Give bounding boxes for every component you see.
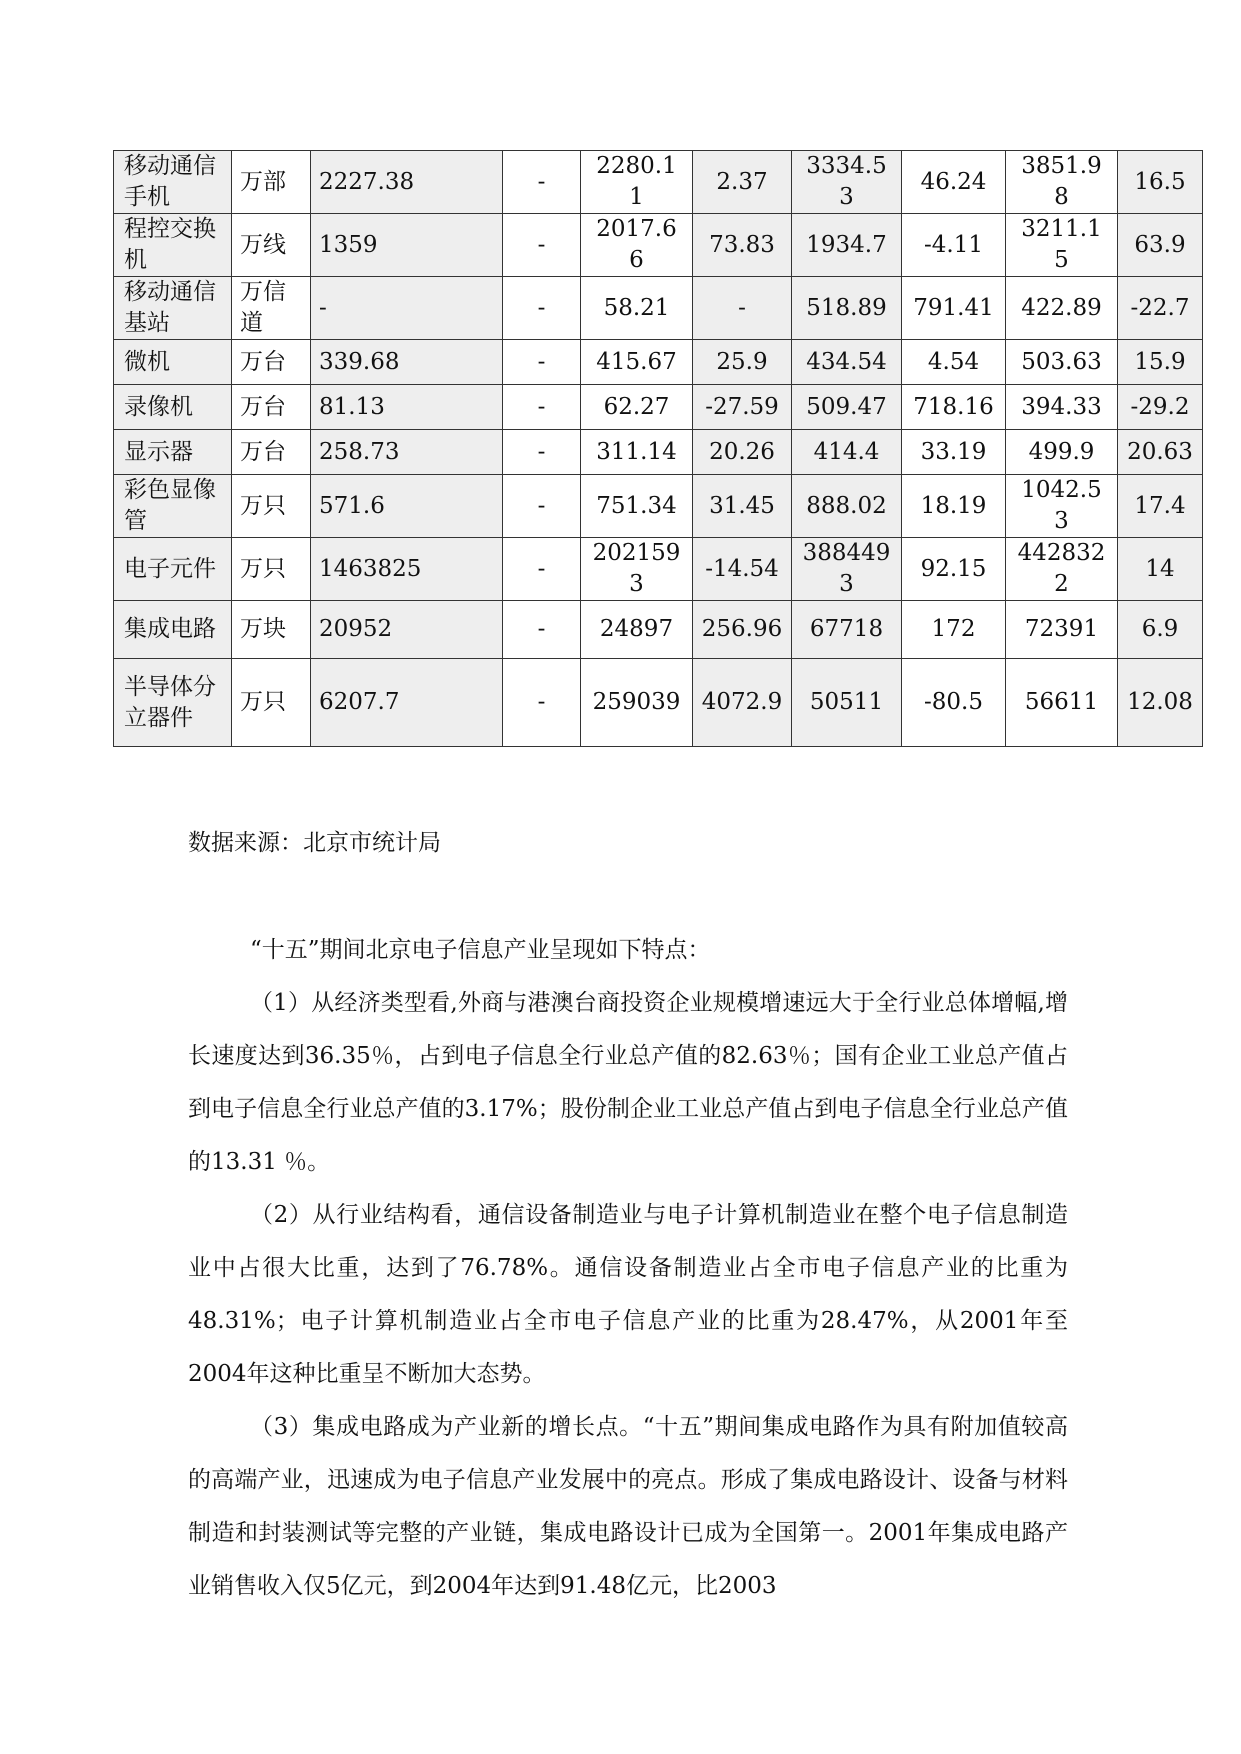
value-cell: -29.2 <box>1118 385 1203 430</box>
value-cell: 33.19 <box>902 430 1006 475</box>
value-cell: 2021593 <box>581 538 693 601</box>
value-cell: 503.63 <box>1006 340 1118 385</box>
value-cell: 20.63 <box>1118 430 1203 475</box>
value-cell: 67718 <box>792 601 902 659</box>
value-cell: 258.73 <box>311 430 503 475</box>
unit-cell: 万台 <box>232 430 311 475</box>
unit-cell: 万部 <box>232 151 311 214</box>
product-name-cell: 程控交换机 <box>114 214 232 277</box>
value-cell: 339.68 <box>311 340 503 385</box>
unit-cell: 万只 <box>232 659 311 747</box>
value-cell: - <box>503 659 581 747</box>
product-name-cell: 集成电路 <box>114 601 232 659</box>
value-cell: 18.19 <box>902 475 1006 538</box>
table-row <box>114 385 1203 430</box>
product-name-cell: 显示器 <box>114 430 232 475</box>
value-cell: 2227.38 <box>311 151 503 214</box>
value-cell: 718.16 <box>902 385 1006 430</box>
table-row <box>114 151 1203 214</box>
value-cell: 3334.53 <box>792 151 902 214</box>
value-cell: 62.27 <box>581 385 693 430</box>
value-cell: 434.54 <box>792 340 902 385</box>
value-cell: - <box>311 277 503 340</box>
value-cell: - <box>503 538 581 601</box>
value-cell: 3851.98 <box>1006 151 1118 214</box>
value-cell: 73.83 <box>693 214 792 277</box>
value-cell: 63.9 <box>1118 214 1203 277</box>
value-cell: 92.15 <box>902 538 1006 601</box>
value-cell: - <box>693 277 792 340</box>
value-cell: 15.9 <box>1118 340 1203 385</box>
value-cell: -27.59 <box>693 385 792 430</box>
value-cell: - <box>503 475 581 538</box>
value-cell: 888.02 <box>792 475 902 538</box>
value-cell: - <box>503 277 581 340</box>
paragraph-2: （2）从行业结构看，通信设备制造业与电子计算机制造业在整个电子信息制造业中占很大比重，达到了76.78%。通信设备制造业占全市电子信息产业的比重为48.31%；电子计算机制造业占全市电子信息产业的比重为28.47%，从2001年至2004年这种比重呈不断加大态势。 <box>188 1202 1068 1387</box>
value-cell: 4072.9 <box>693 659 792 747</box>
unit-cell: 万只 <box>232 475 311 538</box>
table-row <box>114 475 1203 538</box>
value-cell: 6.9 <box>1118 601 1203 659</box>
value-cell: 25.9 <box>693 340 792 385</box>
value-cell: 6207.7 <box>311 659 503 747</box>
value-cell: 3211.15 <box>1006 214 1118 277</box>
table-body <box>114 151 1203 747</box>
paragraph-1: （1）从经济类型看,外商与港澳台商投资企业规模增速远大于全行业总体增幅,增长速度达到36.35％，占到电子信息全行业总产值的82.63％；国有企业工业总产值占到电子信息全行业总产值的3.17%；股份制企业工业总产值占到电子信息全行业总产值的13.31 ％。 <box>188 990 1068 1175</box>
value-cell: 56611 <box>1006 659 1118 747</box>
value-cell: - <box>503 151 581 214</box>
table-row <box>114 340 1203 385</box>
value-cell: 499.9 <box>1006 430 1118 475</box>
value-cell: 16.5 <box>1118 151 1203 214</box>
data-source-note: 数据来源：北京市统计局 <box>188 830 441 856</box>
value-cell: 1359 <box>311 214 503 277</box>
value-cell: 20.26 <box>693 430 792 475</box>
product-name-cell: 移动通信基站 <box>114 277 232 340</box>
value-cell: -22.7 <box>1118 277 1203 340</box>
value-cell: 4428322 <box>1006 538 1118 601</box>
value-cell: 2017.66 <box>581 214 693 277</box>
value-cell: 3884493 <box>792 538 902 601</box>
table-row <box>114 430 1203 475</box>
value-cell: - <box>503 601 581 659</box>
value-cell: - <box>503 385 581 430</box>
value-cell: 17.4 <box>1118 475 1203 538</box>
value-cell: 24897 <box>581 601 693 659</box>
value-cell: 50511 <box>792 659 902 747</box>
value-cell: 1934.7 <box>792 214 902 277</box>
value-cell: 518.89 <box>792 277 902 340</box>
unit-cell: 万只 <box>232 538 311 601</box>
value-cell: 72391 <box>1006 601 1118 659</box>
value-cell: 422.89 <box>1006 277 1118 340</box>
value-cell: - <box>503 430 581 475</box>
value-cell: 14 <box>1118 538 1203 601</box>
value-cell: 414.4 <box>792 430 902 475</box>
paragraph-3: （3）集成电路成为产业新的增长点。“十五”期间集成电路作为具有附加值较高的高端产业，迅速成为电子信息产业发展中的亮点。形成了集成电路设计、设备与材料制造和封装测试等完整的产业链，集成电路设计已成为全国第一。2001年集成电路产业销售收入仅5亿元，到2004年达到91.48亿元，比2003 <box>188 1414 1068 1599</box>
value-cell: 791.41 <box>902 277 1006 340</box>
value-cell: 311.14 <box>581 430 693 475</box>
value-cell: 4.54 <box>902 340 1006 385</box>
value-cell: -4.11 <box>902 214 1006 277</box>
value-cell: 1042.53 <box>1006 475 1118 538</box>
unit-cell: 万信道 <box>232 277 311 340</box>
value-cell: 2280.11 <box>581 151 693 214</box>
value-cell: 256.96 <box>693 601 792 659</box>
product-name-cell: 移动通信手机 <box>114 151 232 214</box>
value-cell: - <box>503 214 581 277</box>
value-cell: 2.37 <box>693 151 792 214</box>
value-cell: -80.5 <box>902 659 1006 747</box>
value-cell: 571.6 <box>311 475 503 538</box>
value-cell: 46.24 <box>902 151 1006 214</box>
value-cell: 81.13 <box>311 385 503 430</box>
product-name-cell: 半导体分立器件 <box>114 659 232 747</box>
value-cell: - <box>503 340 581 385</box>
product-name-cell: 电子元件 <box>114 538 232 601</box>
value-cell: 751.34 <box>581 475 693 538</box>
product-name-cell: 微机 <box>114 340 232 385</box>
product-name-cell: 彩色显像管 <box>114 475 232 538</box>
table-row <box>114 601 1203 659</box>
table-row <box>114 538 1203 601</box>
paragraph-intro: “十五”期间北京电子信息产业呈现如下特点： <box>250 937 711 963</box>
value-cell: 31.45 <box>693 475 792 538</box>
value-cell: 172 <box>902 601 1006 659</box>
body-text <box>188 924 1068 1613</box>
value-cell: 259039 <box>581 659 693 747</box>
table-row <box>114 277 1203 340</box>
value-cell: 394.33 <box>1006 385 1118 430</box>
value-cell: -14.54 <box>693 538 792 601</box>
value-cell: 58.21 <box>581 277 693 340</box>
unit-cell: 万块 <box>232 601 311 659</box>
value-cell: 415.67 <box>581 340 693 385</box>
value-cell: 1463825 <box>311 538 503 601</box>
value-cell: 509.47 <box>792 385 902 430</box>
unit-cell: 万台 <box>232 340 311 385</box>
table-row <box>114 214 1203 277</box>
value-cell: 12.08 <box>1118 659 1203 747</box>
unit-cell: 万线 <box>232 214 311 277</box>
statistics-table <box>113 150 1203 747</box>
value-cell: 20952 <box>311 601 503 659</box>
unit-cell: 万台 <box>232 385 311 430</box>
table-row <box>114 659 1203 747</box>
product-name-cell: 录像机 <box>114 385 232 430</box>
